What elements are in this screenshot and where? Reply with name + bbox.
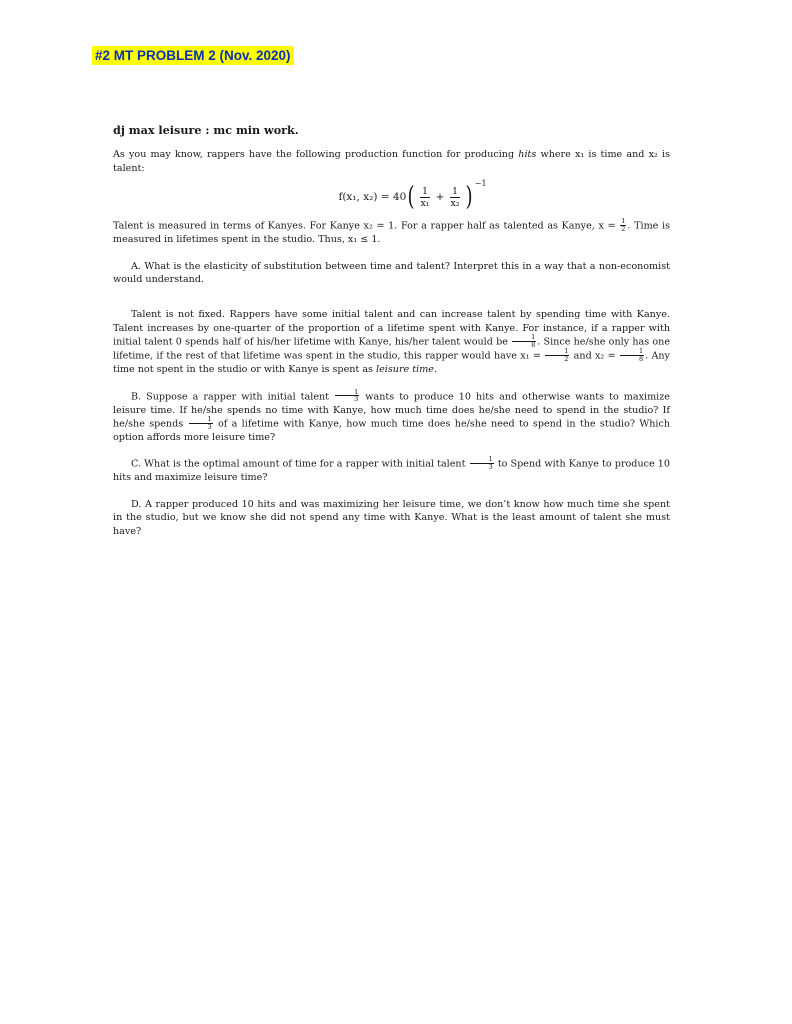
fraction-one-over-x1: $\frac{1}{\text{x₁}}$ bbox=[420, 185, 430, 209]
problem-title: dj max leisure : mc min work. bbox=[113, 123, 299, 137]
intro-paragraph: As you may know, rappers have the following production function for producing hits where x₁ is time and x₂ is talent: bbox=[113, 149, 670, 174]
problem-banner: #2 MT PROBLEM 2 (Nov. 2020) bbox=[92, 46, 294, 65]
production-function-formula: f(x₁, x₂) = 40 ( $\frac{1}{\text{x₁}}$ + $\frac{1}{\text{x₂}}$ ) −1 bbox=[338, 178, 487, 213]
fraction-one-over-x2: $\frac{1}{\text{x₂}}$ bbox=[450, 185, 460, 209]
talent-growth-paragraph: Talent is not fixed. Rappers have some initial talent and can increase talent by spending time with Kanye. Talent increases by one-quarter of the proportion of a lifetime spent with Kanye. For instance, if a rapper with initial talent 0 spends half of his/her lifetime with Kanye, his/her talent would be $\frac{1}{8}$ . Since he/she only has one lifetime, if the rest of that lifetime was spent in the studio, this rapper would have x₁ = $\frac{1}{2}$ and x₂ = $\frac{1}{8}$ . Any time not spent in the studio or with Kanye is spent as leisure time. bbox=[113, 309, 670, 376]
talent-paragraph: Talent is measured in terms of Kanyes. For Kanye x₂ = 1. For a rapper half as talented as Kanye, x = $\frac{1}{2}$ . Time is measured in lifetimes spent in the studio. Thus, x₁ ≤ 1. bbox=[113, 217, 670, 246]
question-d: D. A rapper produced 10 hits and was maximizing her leisure time, we don’t know how much time she spent in the studio, but we know she did not spend any time with Kanye. What is the least amount of talent she must have? bbox=[113, 498, 670, 537]
question-a: A. What is the elasticity of substitution between time and talent? Interpret this in a way that a non-economist would understand. bbox=[113, 260, 670, 286]
question-c: C. What is the optimal amount of time for a rapper with initial talent $\frac{1}{3}$ to Spend with Kanye to produce 10 hits and maximize leisure time? bbox=[113, 455, 670, 484]
question-b: B. Suppose a rapper with initial talent $\frac{1}{3}$ wants to produce 10 hits and otherwise wants to maximize leisure time. If he/she spends no time with Kanye, how much time does he/she need to spend in the studio? If he/she spends $\frac{1}{3}$ of a lifetime with Kanye, how much time does he/she need to spend in the studio? Which option affords more leisure time? bbox=[113, 387, 671, 444]
problem-document bbox=[113, 124, 670, 538]
